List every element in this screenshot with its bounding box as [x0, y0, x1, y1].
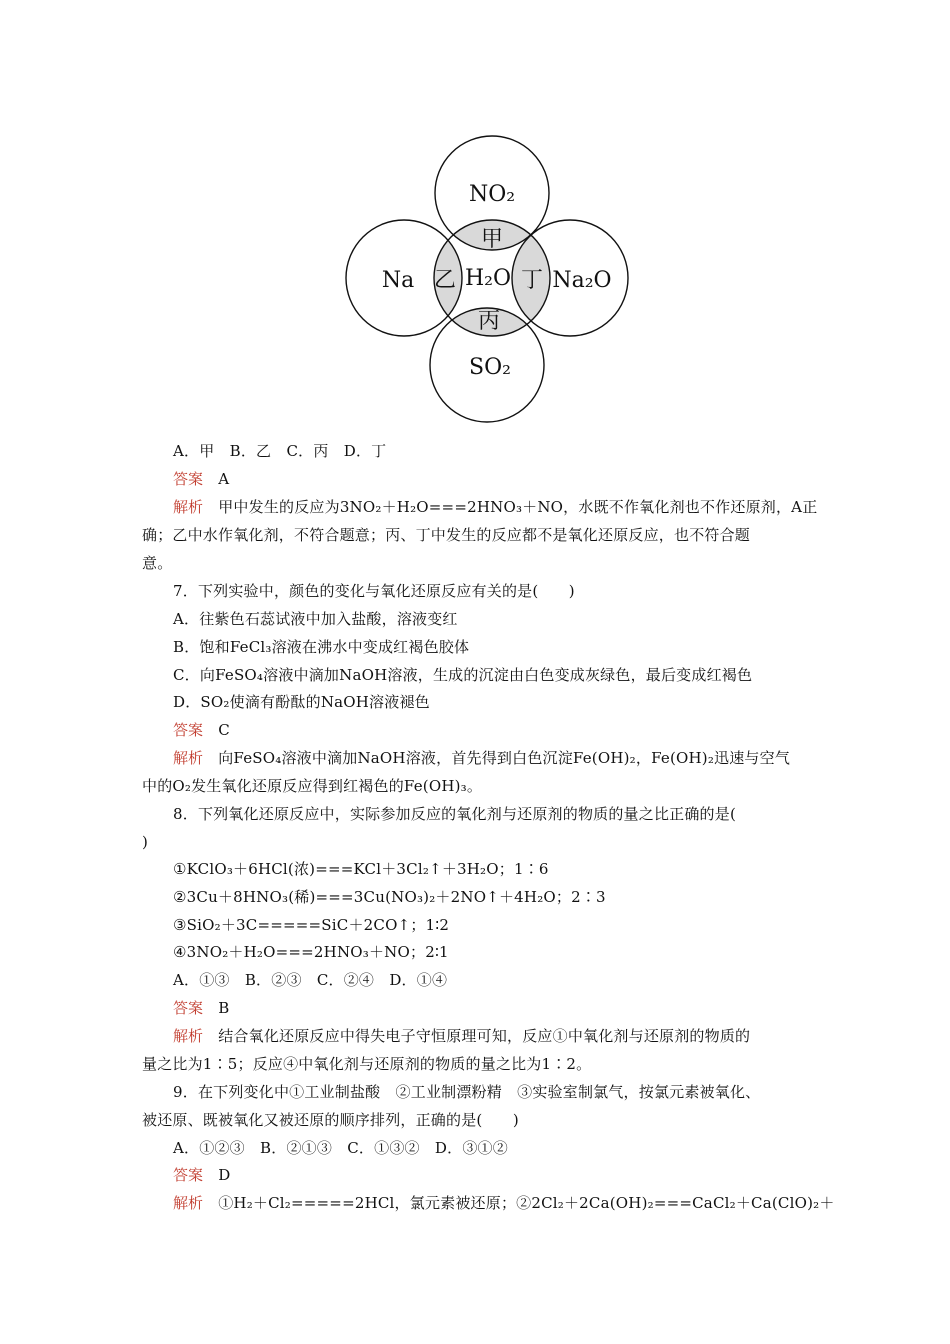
- line-text: 中的O₂发生氧化还原反应得到红褐色的Fe(OH)₃。: [142, 777, 483, 795]
- text-line: [0, 581, 950, 601]
- text-line: [0, 609, 950, 629]
- text-line: [0, 637, 950, 657]
- text-line: [0, 942, 950, 962]
- text-line: [0, 469, 950, 489]
- answer-label: 答案: [173, 1166, 204, 1184]
- text-line: [0, 970, 950, 990]
- text-line: [0, 1138, 950, 1158]
- text-line: [0, 1026, 950, 1046]
- line-text: C．向FeSO₄溶液中滴加NaOH溶液，生成的沉淀由白色变成灰绿色，最后变成红褐色: [173, 666, 753, 684]
- line-text: ②3Cu＋8HNO₃(稀)===3Cu(NO₃)₂＋2NO↑＋4H₂O；2∶3: [173, 888, 606, 906]
- line-text: A: [203, 470, 230, 488]
- text-line: [0, 915, 950, 935]
- line-text: 意。: [142, 554, 173, 572]
- text-line: [0, 804, 950, 824]
- analysis-label: 解析: [173, 1027, 204, 1045]
- top-label: NO₂: [468, 182, 516, 207]
- text-line: [0, 832, 950, 852]
- line-text: A．往紫色石蕊试液中加入盐酸，溶液变红: [173, 610, 458, 628]
- answer-label: 答案: [173, 721, 204, 739]
- overlap-left-label: 乙: [433, 268, 457, 293]
- text-line: [0, 1082, 950, 1102]
- center-label: H₂O: [464, 266, 512, 291]
- text-line: [0, 692, 950, 712]
- overlap-top-label: 甲: [480, 227, 504, 252]
- line-text: ④3NO₂＋H₂O===2HNO₃＋NO；2∶1: [173, 943, 449, 961]
- text-line: [0, 1193, 950, 1213]
- text-line: [0, 859, 950, 879]
- line-text: 9．在下列变化中①工业制盐酸 ②工业制漂粉精 ③实验室制氯气，按氯元素被氧化、: [173, 1083, 761, 1101]
- line-text: D．SO₂使滴有酚酞的NaOH溶液褪色: [173, 693, 430, 711]
- text-line: [0, 525, 950, 545]
- overlap-right-label: 丁: [520, 268, 544, 293]
- bottom-label: SO₂: [469, 355, 511, 380]
- line-text: ③SiO₂＋3C=====SiC＋2CO↑；1∶2: [173, 916, 450, 934]
- line-text: ①H₂＋Cl₂=====2HCl，氯元素被还原；②2Cl₂＋2Ca(OH)₂===CaCl₂＋Ca(ClO)₂＋: [203, 1194, 835, 1212]
- text-line: [0, 998, 950, 1018]
- line-text: ): [142, 833, 149, 851]
- line-text: 量之比为1∶5；反应④中氧化剂与还原剂的物质的量之比为1∶2。: [142, 1055, 592, 1073]
- text-line: [0, 1054, 950, 1074]
- text-line: [0, 1165, 950, 1185]
- line-text: B．饱和FeCl₃溶液在沸水中变成红褐色胶体: [173, 638, 470, 656]
- line-text: C: [203, 721, 230, 739]
- line-text: B: [203, 999, 230, 1017]
- text-line: [0, 665, 950, 685]
- text-line: [0, 748, 950, 768]
- text-line: [0, 776, 950, 796]
- right-label: Na₂O: [552, 268, 612, 293]
- answer-label: 答案: [173, 999, 204, 1017]
- text-line: [0, 887, 950, 907]
- left-label: Na: [381, 268, 415, 293]
- text-line: [0, 720, 950, 740]
- line-text: 甲中发生的反应为3NO₂＋H₂O===2HNO₃＋NO，水既不作氧化剂也不作还原剂，A正: [203, 498, 818, 516]
- line-text: A．甲 B．乙 C．丙 D．丁: [173, 442, 387, 460]
- line-text: 结合氧化还原反应中得失电子守恒原理可知，反应①中氧化剂与还原剂的物质的: [203, 1027, 751, 1045]
- venn-diagram: [332, 125, 652, 440]
- analysis-label: 解析: [173, 1194, 204, 1212]
- text-line: [0, 553, 950, 573]
- analysis-label: 解析: [173, 749, 204, 767]
- text-line: [0, 441, 950, 461]
- line-text: D: [203, 1166, 231, 1184]
- answer-label: 答案: [173, 470, 204, 488]
- line-text: ①KClO₃＋6HCl(浓)===KCl＋3Cl₂↑＋3H₂O；1∶6: [173, 860, 549, 878]
- line-text: A．①③ B．②③ C．②④ D．①④: [173, 971, 448, 989]
- overlap-bottom-label: 丙: [477, 309, 501, 334]
- analysis-label: 解析: [173, 498, 204, 516]
- text-line: [0, 497, 950, 517]
- text-line: [0, 1110, 950, 1130]
- line-text: A．①②③ B．②①③ C．①③② D．③①②: [173, 1139, 508, 1157]
- line-text: 7．下列实验中，颜色的变化与氧化还原反应有关的是( ): [173, 582, 575, 600]
- line-text: 确；乙中水作氧化剂，不符合题意；丙、丁中发生的反应都不是氧化还原反应，也不符合题: [142, 526, 751, 544]
- line-text: 向FeSO₄溶液中滴加NaOH溶液，首先得到白色沉淀Fe(OH)₂，Fe(OH)₂迅速与空气: [203, 749, 791, 767]
- line-text: 8．下列氧化还原反应中，实际参加反应的氧化剂与还原剂的物质的量之比正确的是(: [173, 805, 736, 823]
- line-text: 被还原、既被氧化又被还原的顺序排列，正确的是( ): [142, 1111, 519, 1129]
